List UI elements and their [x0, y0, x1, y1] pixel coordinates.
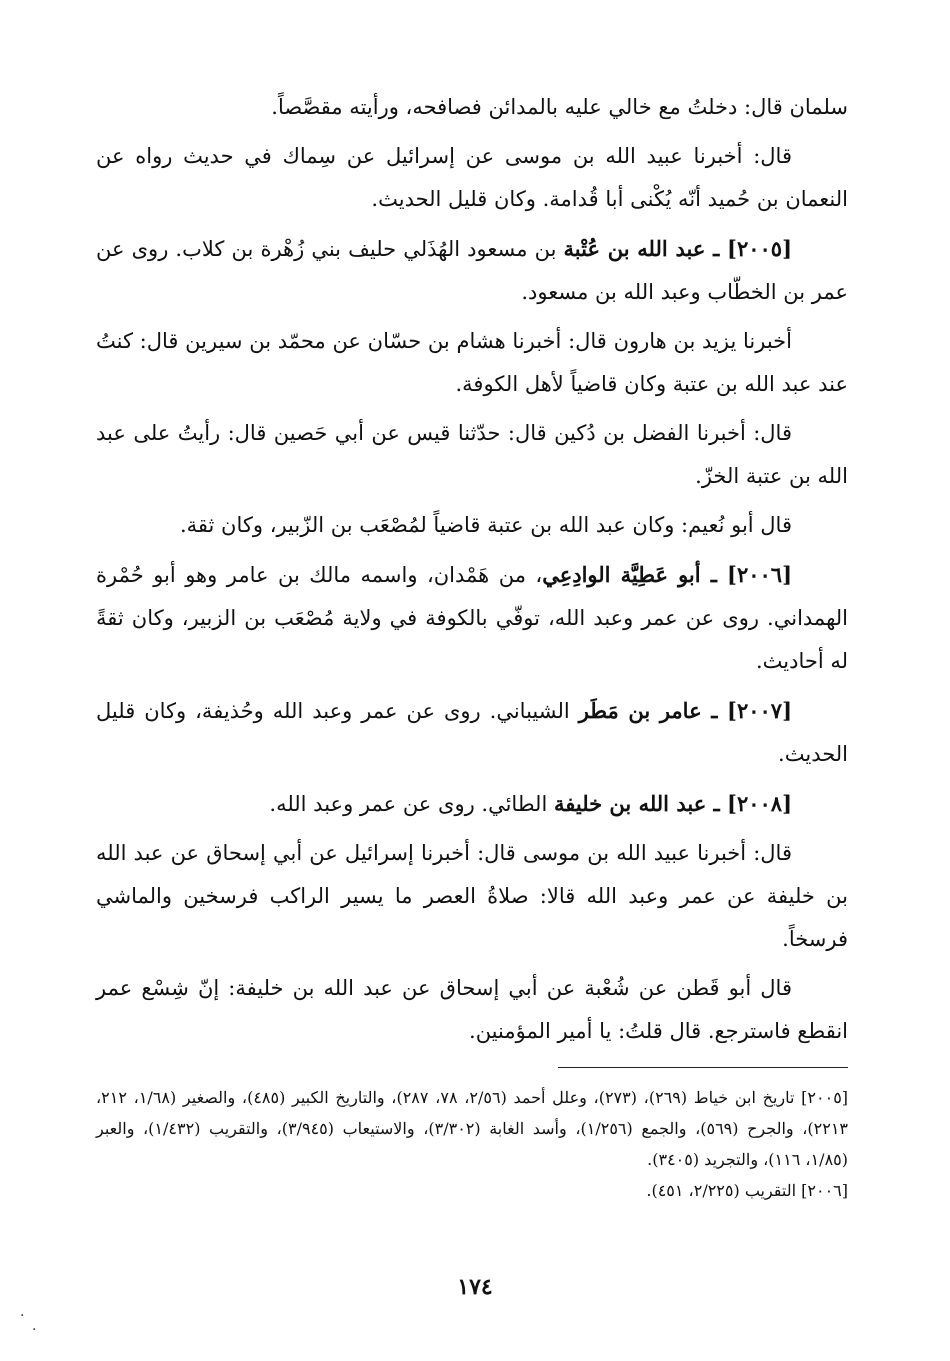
- entry-heading: [٢٠٠٥] ـ عبد الله بن عُتْبة: [563, 236, 792, 261]
- book-page: [96, 86, 848, 1206]
- paragraph-text: سلمان قال: دخلتُ مع خالي عليه بالمدائن فصافحه، ورأيته مقصَّصاً.: [271, 95, 848, 119]
- text-paragraph: [96, 86, 848, 129]
- entry-heading: [٢٠٠٨] ـ عبد الله بن خليفة: [553, 791, 792, 816]
- paragraph-text: أخبرنا يزيد بن هارون قال: أخبرنا هشام بن حسّان عن محمّد بن سيرين قال: كنتُ عند عبد الله بن عتبة وكان قاضياً لأهل الكوفة.: [96, 329, 848, 396]
- paragraph-text: قال أبو قَطن عن شُعْبة عن أبي إسحاق عن عبد الله بن خليفة: إنّ شِسْع عمر انقطع فاسترجع. قال قلتُ: يا أمير المؤمنين.: [96, 976, 848, 1043]
- text-paragraph: [96, 135, 848, 221]
- paragraph-text: بن مسعود الهُذَلي حليف بني زُهْرة بن كلاب. روى عن عمر بن الخطّاب وعبد الله بن مسعود.: [96, 237, 848, 304]
- text-paragraph: [96, 504, 848, 547]
- footnote: [٢٠٠٦] التقريب (٢/٢٢٥، ٤٥١).: [646, 1181, 848, 1200]
- entry-paragraph: [96, 689, 848, 776]
- entry-paragraph: [96, 782, 848, 826]
- paragraph-text: ، من هَمْدان، واسمه مالك بن عامر وهو أبو حُمْرة الهمداني. روى عن عمر وعبد الله، توفّي بالكوفة في ولاية مُصْعَب بن الزبير، وكان ثقةً له أحاديث.: [96, 563, 848, 673]
- paragraph-text: قال أبو نُعيم: وكان عبد الله بن عتبة قاضياً لمُصْعَب بن الزّبير، وكان ثقة.: [179, 513, 792, 537]
- footnote-divider: [558, 1067, 848, 1068]
- paragraph-text: الشيباني. روى عن عمر وعبد الله وحُذيفة، وكان قليل الحديث.: [96, 699, 848, 766]
- text-paragraph: [96, 967, 848, 1053]
- footnote: [٢٠٠٥] تاريخ ابن خياط (٢٦٩)، (٢٧٣)، وعلل أحمد (٢/٥٦، ٧٨، ٢٨٧)، والتاريخ الكبير (٤٨٥)، والصغير (١/٦٨، ٢١٢، ٢٢١٣)، والجرح (٥٦٩)، والجمع (١/٢٥٦)، وأسد الغابة (٣/٣٠٢)، والاستيعاب (٣/٩٤٥)، والتقريب (١/٤٣٢)، والعبر (١/٨٥، ١١٦)، والتجريد (٣٤٠٥).: [96, 1088, 849, 1169]
- text-paragraph: [96, 320, 848, 406]
- text-paragraph: [96, 412, 848, 498]
- entry-paragraph: [96, 227, 848, 314]
- scan-speck: ·: [20, 1308, 25, 1324]
- body-text: [96, 86, 848, 1053]
- paragraph-text: قال: أخبرنا عبيد الله بن موسى قال: أخبرنا إسرائيل عن أبي إسحاق عن عبد الله بن خليفة عن عمر وعبد الله قالا: صلاةُ العصر ما يسير الراكب فرسخين والماشي فرسخاً.: [96, 841, 848, 951]
- paragraph-text: قال: أخبرنا عبيد الله بن موسى عن إسرائيل عن سِماك في حديث رواه عن النعمان بن حُميد أنّه يُكْنى أبا قُدامة. وكان قليل الحديث.: [96, 144, 848, 211]
- paragraph-text: الطائي. روى عن عمر وعبد الله.: [269, 792, 554, 816]
- page-number: ١٧٤: [457, 1274, 493, 1300]
- entry-paragraph: [96, 553, 848, 683]
- entry-heading: [٢٠٠٦] ـ أبو عَطِيَّة الوادِعِي: [542, 562, 792, 587]
- text-paragraph: [96, 832, 848, 961]
- scan-speck: ·: [32, 1322, 37, 1338]
- entry-heading: [٢٠٠٧] ـ عامر بن مَطَر: [578, 698, 792, 723]
- paragraph-text: قال: أخبرنا الفضل بن دُكين قال: حدّثنا قيس عن أبي حَصين قال: رأيتُ على عبد الله بن عتبة الخزّ.: [96, 421, 848, 488]
- footnotes: [96, 1082, 848, 1206]
